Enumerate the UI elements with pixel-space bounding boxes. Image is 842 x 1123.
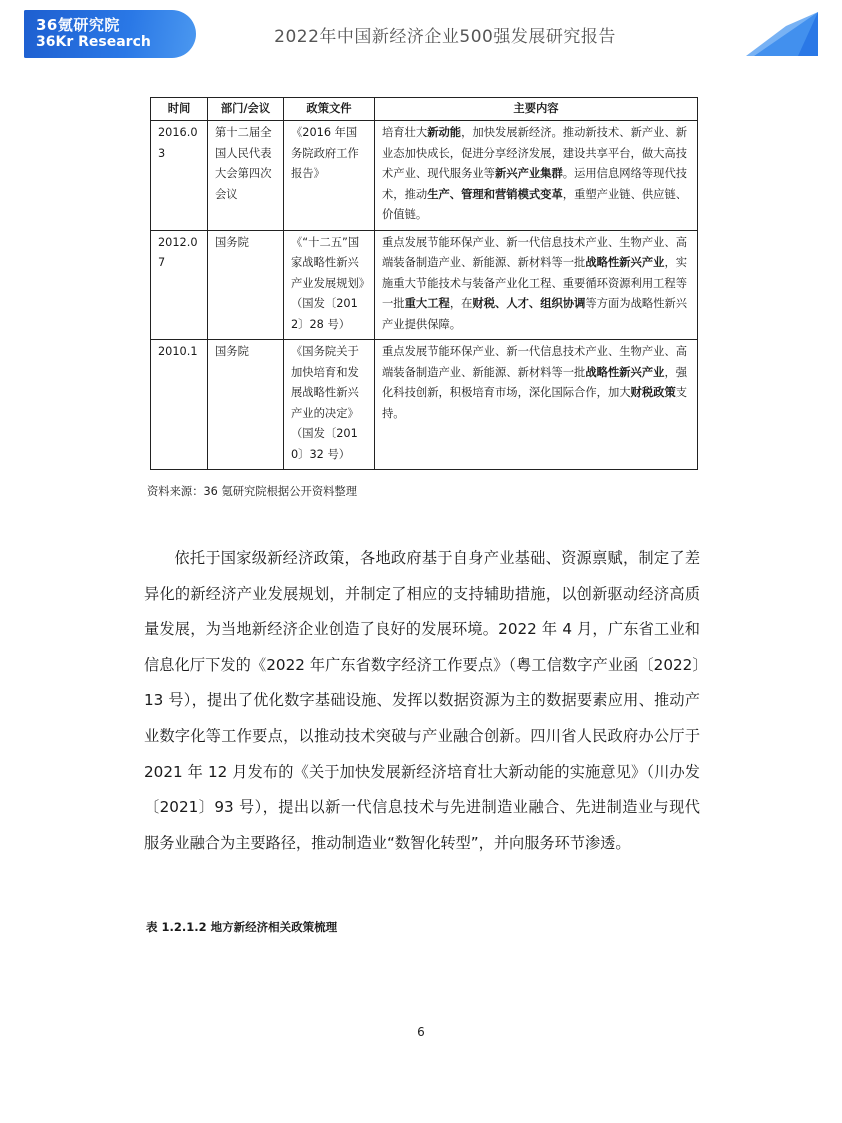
emphasis-text: 生产、管理和营销模式变革 xyxy=(427,187,563,201)
emphasis-text: 新动能 xyxy=(427,126,462,139)
emphasis-text: 财税、人才、组织协调 xyxy=(472,297,586,310)
report-title: 2022年中国新经济企业500强发展研究报告 xyxy=(274,27,616,47)
content-text: ，在 xyxy=(449,297,473,310)
table-header-row xyxy=(151,98,698,121)
cell-time: 2012.07 xyxy=(151,230,208,340)
content-text: 重点发展节能环保产业、新一代信息技术产业、生物产业、高端装备制造产业、新能源、新材料等一批 xyxy=(382,235,688,269)
emphasis-text: 战略性新兴产业 xyxy=(585,256,665,269)
table-row xyxy=(151,121,698,231)
policy-table xyxy=(150,97,698,470)
cell-department: 国务院 xyxy=(208,340,284,470)
content-text: ，实施重大节能技术与装备产业化工程、重要循环资源利用工程等一批 xyxy=(382,256,688,310)
paragraph-text: 依托于国家级新经济政策，各地政府基于自身产业基础、资源禀赋，制定了差异化的新经济产业发展规划，并制定了相应的支持辅助措施，以创新驱动经济高质量发展，为当地新经济企业创造了良好的发展环境。2022 年 4 月，广东省工业和信息化厅下发的《2022 年广东省数字经济工作要点》（粤工信数字产业函〔2022〕13 号），提出了优化数字基础设施、发挥以数据资源为主的数据要素应用、推动产业数字化等工作要点，以推动技术突破与产业融合创新。四川省人民政府办公厅于 2021 年 12 月发布的《关于加快发展新经济培育壮大新动能的实施意见》（川办发〔2021〕93 号），提出以新一代信息技术与先进制造业融合、先进制造业与现代服务业融合为主要路径，推动制造业“数智化转型”，并向服务环节渗透。 xyxy=(144,549,700,852)
cell-document: 《“十二五”国家战略性新兴产业发展规划》（国发〔2012〕28 号） xyxy=(284,230,375,340)
cell-department: 国务院 xyxy=(208,230,284,340)
cell-content xyxy=(375,340,698,470)
emphasis-text: 战略性新兴产业 xyxy=(585,365,665,379)
column-header-document: 政策文件 xyxy=(284,98,375,121)
cell-content xyxy=(375,121,698,231)
content-text: 重点发展节能环保产业、新一代信息技术产业、生物产业、高端装备制造产业、新能源、新材料等一批 xyxy=(382,345,688,379)
content-text: ，强化科技创新，积极培育市场，深化国际合作，加大 xyxy=(382,365,688,399)
content-text: ，加快发展新经济。推动新技术、新产业、新业态加快成长，促进分享经济发展，建设共享平台，做大高技术产业、现代服务业等 xyxy=(382,126,688,180)
source-note: 资料来源：36 氪研究院根据公开资料整理 xyxy=(147,485,358,498)
content-text: 支持。 xyxy=(382,386,688,420)
cell-time: 2010.1 xyxy=(151,340,208,470)
body-paragraph xyxy=(144,541,700,861)
cell-document: 《2016 年国务院政府工作报告》 xyxy=(284,121,375,231)
content-text: 等方面为战略性新兴产业提供保障。 xyxy=(382,297,688,331)
content-text: ，重塑产业链、供应链、价值链。 xyxy=(382,187,688,221)
logo-text-cn: 36氪研究院 xyxy=(36,16,120,34)
content-text: 。运用信息网络等现代技术，推动 xyxy=(382,167,688,201)
corner-decoration-icon xyxy=(746,12,818,56)
table-caption: 表 1.2.1.2 地方新经济相关政策梳理 xyxy=(146,920,338,934)
column-header-time: 时间 xyxy=(151,98,208,121)
logo-text-en: 36Kr Research xyxy=(36,34,151,50)
content-text: 培育壮大 xyxy=(382,126,428,139)
table-row xyxy=(151,340,698,470)
page-number: 6 xyxy=(417,1025,425,1039)
emphasis-text: 财税政策 xyxy=(630,386,676,399)
cell-department: 第十二届全国人民代表大会第四次会议 xyxy=(208,121,284,231)
column-header-content: 主要内容 xyxy=(375,98,698,121)
cell-content xyxy=(375,230,698,340)
column-header-department: 部门/会议 xyxy=(208,98,284,121)
cell-document: 《国务院关于加快培育和发展战略性新兴产业的决定》（国发〔2010〕32 号） xyxy=(284,340,375,470)
cell-time: 2016.03 xyxy=(151,121,208,231)
emphasis-text: 新兴产业集群 xyxy=(494,167,563,180)
table-row xyxy=(151,230,698,340)
emphasis-text: 重大工程 xyxy=(404,297,450,310)
